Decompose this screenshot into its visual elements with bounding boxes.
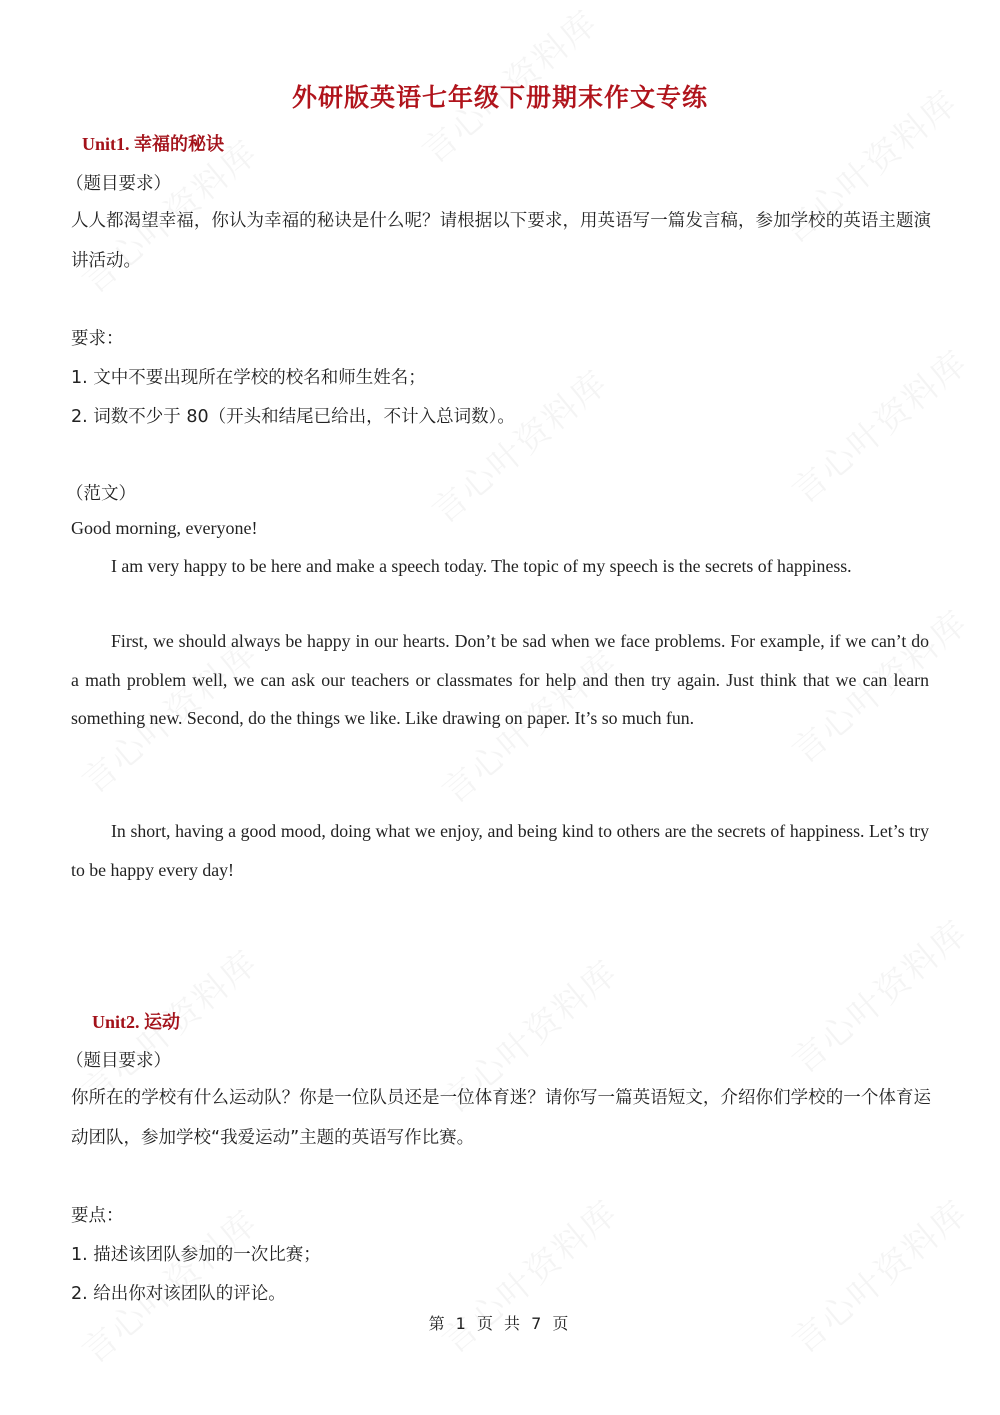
watermark <box>420 356 617 532</box>
unit1-requirement-1: 1. 文中不要出现所在学校的校名和师生姓名； <box>71 368 426 388</box>
unit2-prompt-label: （题目要求） <box>66 1051 171 1071</box>
paragraph-text: First, we should always be happy in our hearts. Don’t be sad when we face problems. For example, if we can’t do a math problem well, we can ask our teachers or classmates for help and then try again. Just think that we can learn something new. Second, do the things we like. Like drawing on paper. It’s so much fun. <box>71 631 929 728</box>
unit2-point-1: 1. 描述该团队参加的一次比赛； <box>71 1245 321 1265</box>
watermark <box>780 336 977 512</box>
unit1-heading: Unit1. 幸福的秘诀 <box>82 134 225 154</box>
paragraph-text: In short, having a good mood, doing what we enjoy, and being kind to others are the secrets of happiness. Let’s try to be happy every day! <box>71 821 929 880</box>
unit1-sample-paragraph-1 <box>71 547 929 586</box>
watermark <box>780 906 977 1082</box>
document-title: 外研版英语七年级下册期末作文专练 <box>291 83 708 112</box>
unit2-prompt-text: 你所在的学校有什么运动队？你是一位队员还是一位体育迷？请你写一篇英语短文，介绍你们学校的一个体育运动团队，参加学校“我爱运动”主题的英语写作比赛。 <box>71 1088 931 1148</box>
watermark <box>780 1186 977 1362</box>
unit1-sample-label: （范文） <box>66 484 136 504</box>
page-indicator: 第 1 页 共 7 页 <box>428 1314 572 1333</box>
unit2-point-2: 2. 给出你对该团队的评论。 <box>71 1284 286 1304</box>
unit1-requirement-2: 2. 词数不少于 80（开头和结尾已给出，不计入总词数）。 <box>71 407 515 427</box>
unit1-sample-paragraph-3 <box>71 812 929 889</box>
unit2-points-label: 要点： <box>71 1206 124 1226</box>
unit1-prompt-text: 人人都渴望幸福，你认为幸福的秘诀是什么呢？请根据以下要求，用英语写一篇发言稿，参加学校的英语主题演讲活动。 <box>71 211 931 271</box>
unit2-heading: Unit2. 运动 <box>92 1012 181 1032</box>
unit1-sample-paragraph-2 <box>71 622 929 738</box>
unit1-sample-greeting: Good morning, everyone! <box>71 518 258 538</box>
unit1-requirements-label: 要求： <box>71 329 124 349</box>
unit1-prompt-label: （题目要求） <box>66 174 171 194</box>
paragraph-text: I am very happy to be here and make a speech today. The topic of my speech is the secrets of happiness. <box>111 556 852 576</box>
watermark <box>430 1186 627 1362</box>
